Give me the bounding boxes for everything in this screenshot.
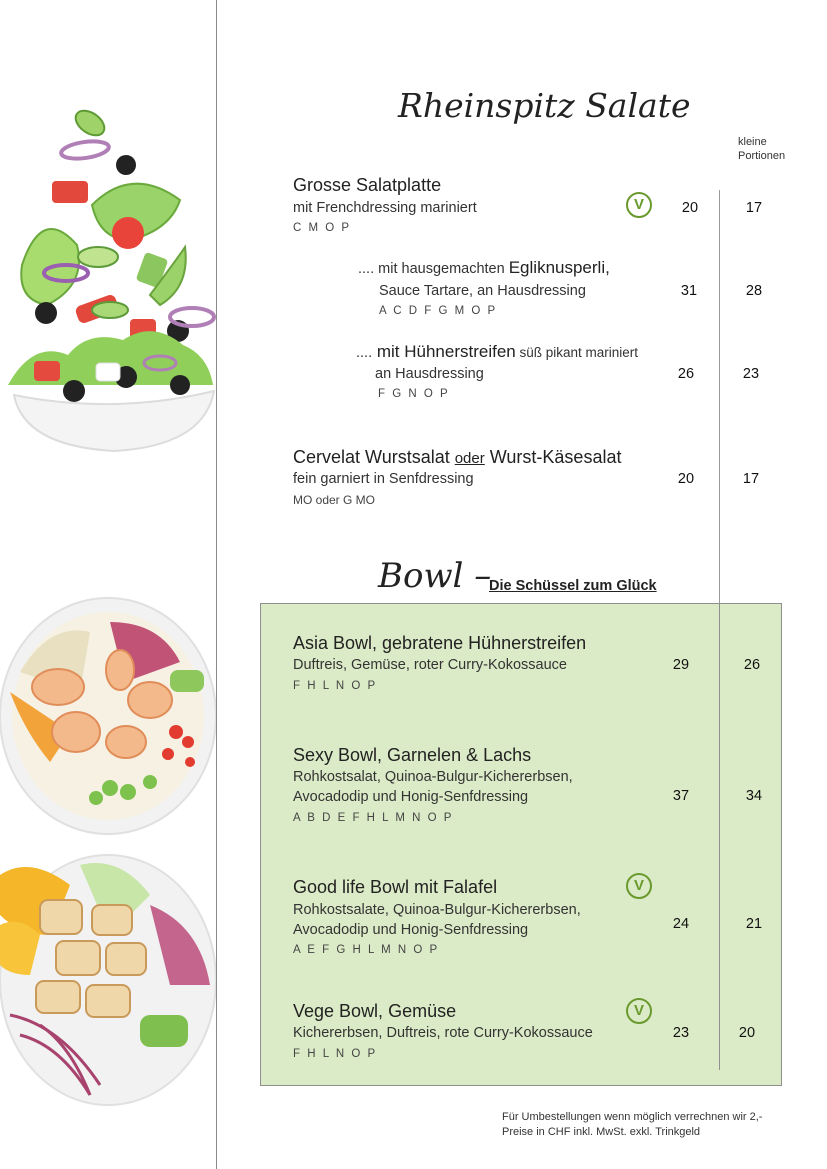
bowl-allergens: F H L N O P [293,1048,378,1060]
salad-desc: fein garniert in Senfdressing [293,471,474,487]
bowl-price: 29 [672,657,690,673]
salad-price: 31 [680,283,698,299]
small-portions-line2: Portionen [738,150,786,162]
salad-name-line [358,258,610,278]
chicken-bowl-photo [0,845,216,1110]
salad-price-small: 28 [745,283,763,299]
price-column-divider-top [719,190,720,605]
bowl-price-small: 20 [738,1025,756,1041]
salad-name: mit Hühnerstreifen [372,342,516,361]
bowl-subtitle: Die Schüssel zum Glück [489,578,657,594]
salad-name-or: oder [454,450,485,467]
salad-name: Grosse Salatplatte [293,175,442,195]
footer-note: Für Umbestellungen wenn möglich verrechnen wir 2,- [502,1111,763,1123]
vegetarian-icon: V [626,998,652,1024]
shrimp-bowl-photo [0,592,216,837]
bowl-name: Good life Bowl mit Falafel [293,877,498,897]
salad-name-line [356,342,638,362]
bowl-name: Vege Bowl, Gemüse [293,1001,457,1021]
salad-price-small: 17 [745,200,763,216]
salad-price-small: 23 [742,366,760,382]
bowl-price-small: 21 [745,916,763,932]
salad-allergens: MO oder G MO [293,493,376,507]
small-portions-line1: kleine [738,136,767,148]
salad-bowl-photo [0,95,216,455]
salad-allergens: A C D F G M O P [379,305,498,317]
bowl-desc: Kichererbsen, Duftreis, rote Curry-Kokossauce [293,1025,593,1041]
footer-price-note: Preise in CHF inkl. MwSt. exkl. Trinkgeld [502,1126,701,1138]
salad-desc: an Hausdressing [375,366,484,382]
salad-name-prefix: .... mit hausgemachten [358,261,509,277]
bowl-allergens: A E F G H L M N O P [293,944,440,956]
bowl-desc: Duftreis, Gemüse, roter Curry-Kokossauce [293,657,567,673]
bowl-desc: Rohkostsalat, Quinoa-Bulgur-Kichererbsen, [293,769,573,785]
bowl-desc: Rohkostsalate, Quinoa-Bulgur-Kichererbsen, [293,902,581,918]
bowl-price: 37 [672,788,690,804]
small-portions-label [738,135,785,163]
salad-price: 20 [677,471,695,487]
salad-name-c: Wurst-Käsesalat [484,447,622,467]
bowl-price-small: 26 [743,657,761,673]
salad-name-line [293,447,621,468]
salad-name-a: Cervelat Wurstsalat [293,447,455,467]
salad-allergens: C M O P [293,222,352,234]
bowl-price: 23 [672,1025,690,1041]
bowl-price-small: 34 [745,788,763,804]
salad-price: 26 [677,366,695,382]
salad-name-suffix: süß pikant mariniert [515,345,639,360]
bowl-desc: Avocadodip und Honig-Senfdressing [293,789,529,805]
sidebar-divider [216,0,217,1169]
salad-desc: Sauce Tartare, an Hausdressing [379,283,586,299]
salad-desc: mit Frenchdressing mariniert [293,200,477,216]
salad-name: Egliknusperli, [508,258,610,277]
bowl-title: Bowl – [378,556,492,596]
bowl-name: Sexy Bowl, Garnelen & Lachs [293,745,532,765]
bowl-name: Asia Bowl, gebratene Hühnerstreifen [293,633,587,653]
salad-price-small: 17 [742,471,760,487]
salad-allergens: F G N O P [378,388,450,400]
vegetarian-icon: V [626,192,652,218]
salads-title: Rheinspitz Salate [398,86,691,125]
bowl-allergens: F H L N O P [293,680,378,692]
vegetarian-icon: V [626,873,652,899]
price-column-divider-bottom [719,603,720,1070]
bowl-allergens: A B D E F H L M N O P [293,812,454,824]
bowl-desc: Avocadodip und Honig-Senfdressing [293,922,529,938]
bowl-price: 24 [672,916,690,932]
salad-name-prefix: .... [356,345,373,361]
salad-price: 20 [681,200,699,216]
